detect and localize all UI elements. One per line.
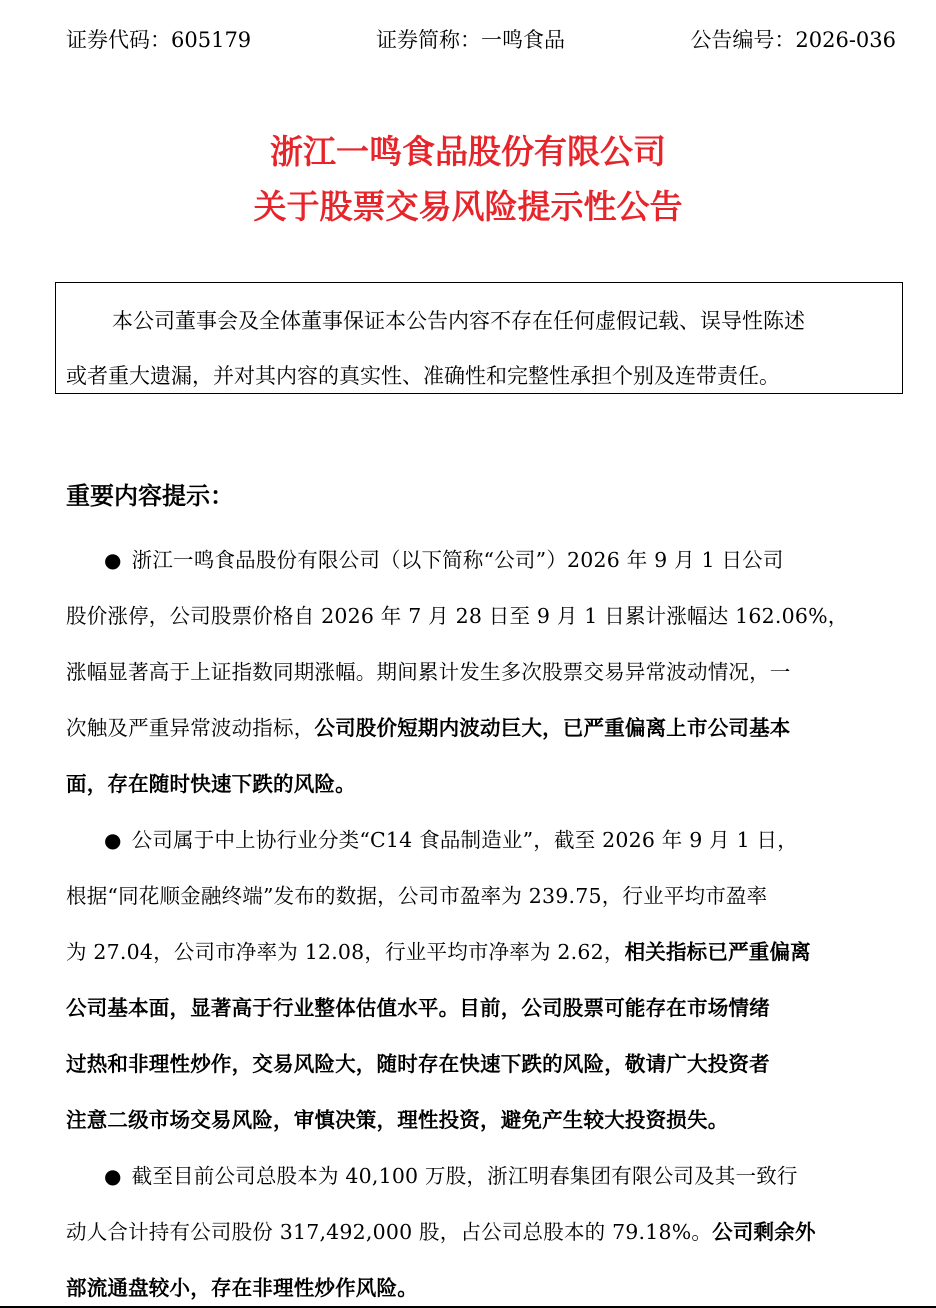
- section-title: 重要内容提示：: [66, 482, 234, 510]
- para1-line-5: 面，存在随时快速下跌的风险。: [66, 772, 356, 796]
- security-code: 证券代码：605179: [66, 28, 252, 52]
- title-company: 浙江一鸣食品股份有限公司: [270, 132, 666, 171]
- bullet-icon: ●: [104, 548, 122, 572]
- para3-line-3: 部流通盘较小，存在非理性炒作风险。: [66, 1276, 418, 1300]
- title-subject: 关于股票交易风险提示性公告: [253, 187, 683, 226]
- para3-line-2: 动人合计持有公司股份 317,492,000 股，占公司总股本的 79.18%。公司剩余外: [66, 1220, 816, 1244]
- para1-line-4: 次触及严重异常波动指标，公司股价短期内波动巨大，已严重偏离上市公司基本: [66, 716, 791, 740]
- para1-line-3: 涨幅显著高于上证指数同期涨幅。期间累计发生多次股票交易异常波动情况，一: [66, 660, 791, 684]
- para1-line-1: ● 浙江一鸣食品股份有限公司（以下简称“公司”）2026 年 9 月 1 日公司: [104, 548, 784, 572]
- para3-line-1: ● 截至目前公司总股本为 40,100 万股，浙江明春集团有限公司及其一致行: [104, 1164, 798, 1188]
- statement-line-1: 本公司董事会及全体董事保证本公告内容不存在任何虚假记载、误导性陈述: [112, 309, 805, 333]
- para1-line-2: 股价涨停，公司股票价格自 2026 年 7 月 28 日至 9 月 1 日累计涨幅达 162.06%，: [66, 604, 849, 628]
- announcement-number: 公告编号：2026-036: [690, 28, 896, 52]
- bullet-icon: ●: [104, 1164, 122, 1188]
- para2-line-5: 过热和非理性炒作，交易风险大，随时存在快速下跌的风险，敬请广大投资者: [66, 1052, 770, 1076]
- statement-line-2: 或者重大遗漏，并对其内容的真实性、准确性和完整性承担个别及连带责任。: [66, 364, 780, 388]
- security-abbreviation: 证券简称：一鸣食品: [376, 28, 565, 52]
- para2-line-3: 为 27.04，公司市净率为 12.08，行业平均市净率为 2.62，相关指标已严重偏离: [66, 940, 811, 964]
- para2-line-6: 注意二级市场交易风险，审慎决策，理性投资，避免产生较大投资损失。: [66, 1108, 729, 1132]
- board-statement-box: [55, 282, 903, 394]
- para2-line-1: ● 公司属于中上协行业分类“C14 食品制造业”，截至 2026 年 9 月 1 日，: [104, 828, 798, 852]
- bullet-icon: ●: [104, 828, 122, 852]
- para2-line-4: 公司基本面，显著高于行业整体估值水平。目前，公司股票可能存在市场情绪: [66, 996, 770, 1020]
- para2-line-2: 根据“同花顺金融终端”发布的数据，公司市盈率为 239.75，行业平均市盈率: [66, 884, 768, 908]
- document-header: [66, 24, 896, 56]
